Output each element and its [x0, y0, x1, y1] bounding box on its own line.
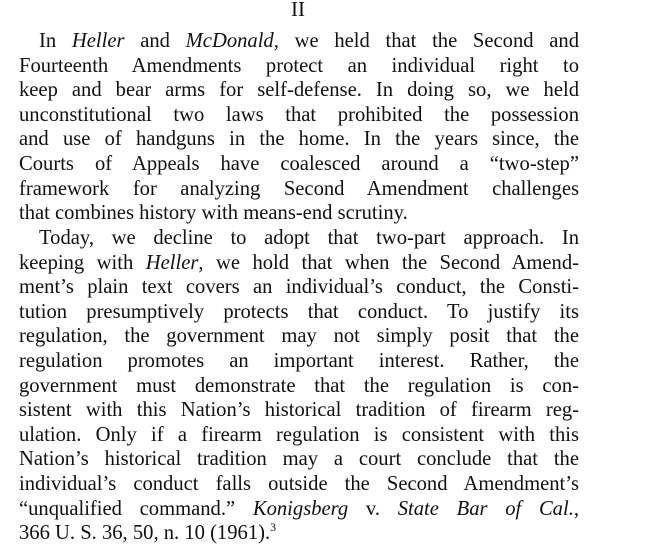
italic-text: Konigsberg	[252, 497, 349, 520]
text-line: Nation’s historical tradition may a court conclude that the	[19, 448, 579, 471]
text-line: In Heller and McDonald, we held that the Second and	[39, 30, 580, 52]
text-line: regulation promotes an important interest. Rather, the	[19, 349, 579, 372]
italic-text: Heller	[145, 251, 199, 274]
text-line: sistent with this Nation’s historical tradition of firearm reg-	[19, 399, 579, 422]
text-line: government must demonstrate that the regulation is con-	[19, 374, 579, 397]
text-line: tution presumptively protects that conduct. To justify its	[19, 300, 579, 323]
footnote-marker: 3	[270, 520, 277, 535]
italic-text: McDonald	[185, 30, 274, 52]
italic-text: Heller	[71, 30, 125, 52]
text-line: keeping with Heller, we hold that when the Second Amend-	[19, 251, 579, 274]
paragraph-1	[19, 29, 579, 226]
text-line: that combines history with means-end scrutiny.	[19, 202, 408, 225]
text-line: Courts of Appeals have coalesced around a “two-step”	[19, 152, 579, 175]
text-line: framework for analyzing Second Amendment challenges	[19, 177, 579, 200]
paragraph-2	[19, 226, 579, 546]
text-line: unconstitutional two laws that prohibited the possession	[19, 103, 579, 126]
text-line: individual’s conduct falls outside the Second Amendment’s	[19, 472, 579, 495]
text-line: “unqualified command.” Konigsberg v. State Bar of Cal.,	[19, 497, 579, 520]
text-line: 366 U. S. 36, 50, n. 10 (1961).$^3$	[19, 520, 277, 545]
text-line: ulation. Only if a firearm regulation is consistent with this	[19, 423, 579, 446]
text-line: and use of handguns in the home. In the years since, the	[19, 128, 579, 151]
italic-text: State Bar of Cal.	[397, 497, 574, 520]
text-line: ment’s plain text covers an individual’s conduct, the Consti-	[19, 276, 579, 299]
text-line: Today, we decline to adopt that two-part approach. In	[39, 227, 579, 249]
text-line: regulation, the government may not simply posit that the	[19, 325, 579, 348]
text-line: keep and bear arms for self-defense. In doing so, we held	[19, 79, 579, 102]
text-line: Fourteenth Amendments protect an individual right to	[19, 54, 579, 77]
section-heading: II	[291, 0, 305, 21]
